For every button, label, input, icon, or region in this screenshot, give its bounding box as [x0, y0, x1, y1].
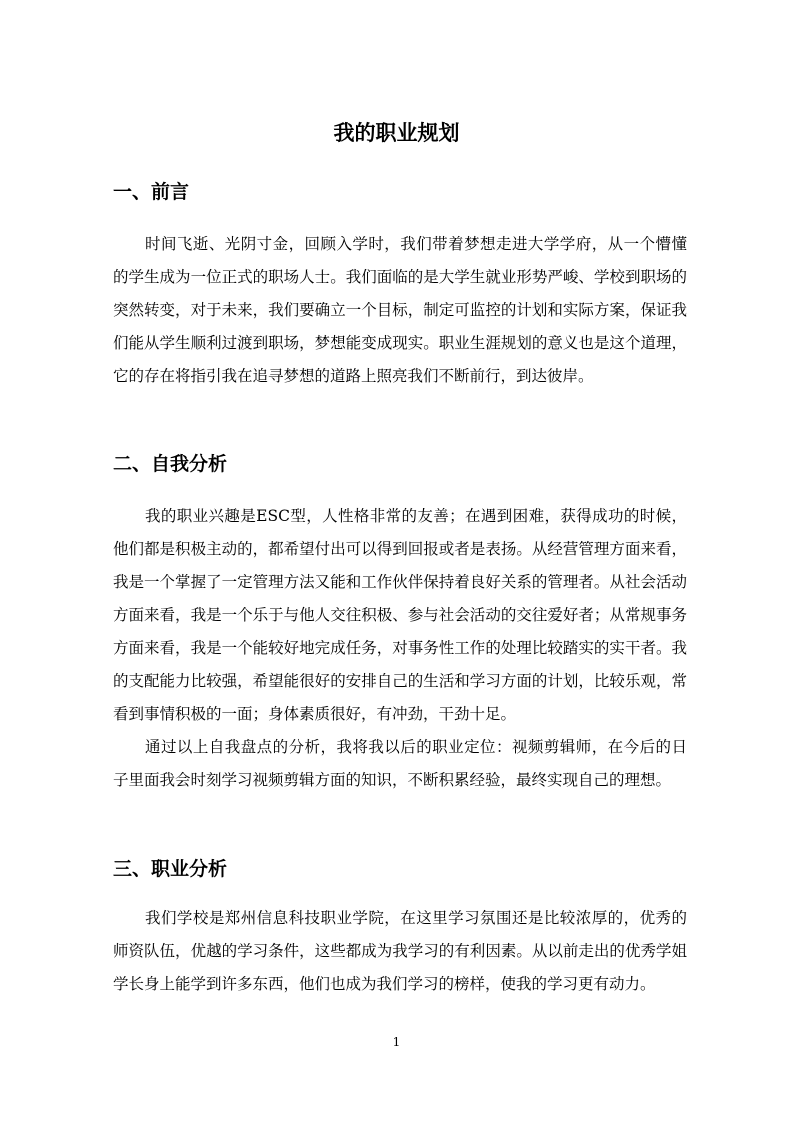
- page-number: 1: [392, 1035, 401, 1049]
- paragraph: 时间飞逝、光阴寸金，回顾入学时，我们带着梦想走进大学学府，从一个懵懂的学生成为一位正式的职场人士。我们面临的是大学生就业形势严峻、学校到职场的突然转变，对于未来，我们要确立一个目标，制定可监控的计划和实际方案，保证我们能从学生顺利过渡到职场，梦想能变成现实。职业生涯规划的意义也是这个道理，它的存在将指引我在追寻梦想的道路上照亮我们不断前行，到达彼岸。: [113, 235, 687, 385]
- section-body-career-analysis: [113, 902, 687, 1001]
- section-heading-preface: 一、前言: [113, 181, 190, 203]
- paragraph: 我们学校是郑州信息科技职业学院，在这里学习氛围还是比较浓厚的，优秀的师资队伍，优越的学习条件，这些都成为我学习的有利因素。从以前走出的优秀学姐学长身上能学到许多东西，他们也成为我们学习的榜样，使我的学习更有动力。: [113, 909, 687, 993]
- section-body-preface: [113, 228, 687, 393]
- paragraph: 通过以上自我盘点的分析，我将我以后的职业定位：视频剪辑师，在今后的日子里面我会时刻学习视频剪辑方面的知识，不断积累经验，最终实现自己的理想。: [113, 738, 687, 789]
- paragraph: 我的职业兴趣是ESC型，人性格非常的友善；在遇到困难，获得成功的时候，他们都是积极主动的，都希望付出可以得到回报或者是表扬。从经营管理方面来看，我是一个掌握了一定管理方法又能和工作伙伴保持着良好关系的管理者。从社会活动方面来看，我是一个乐于与他人交往积极、参与社会活动的交往爱好者；从常规事务方面来看，我是一个能较好地完成任务，对事务性工作的处理比较踏实的实干者。我的支配能力比较强，希望能很好的安排自己的生活和学习方面的计划，比较乐观，常看到事情积极的一面；身体素质很好，有冲劲，干劲十足。: [113, 507, 687, 723]
- document-title: 我的职业规划: [333, 121, 460, 145]
- section-heading-career-analysis: 三、职业分析: [113, 858, 228, 880]
- section-body-self-analysis: [113, 500, 687, 797]
- section-heading-self-analysis: 二、自我分析: [113, 453, 228, 475]
